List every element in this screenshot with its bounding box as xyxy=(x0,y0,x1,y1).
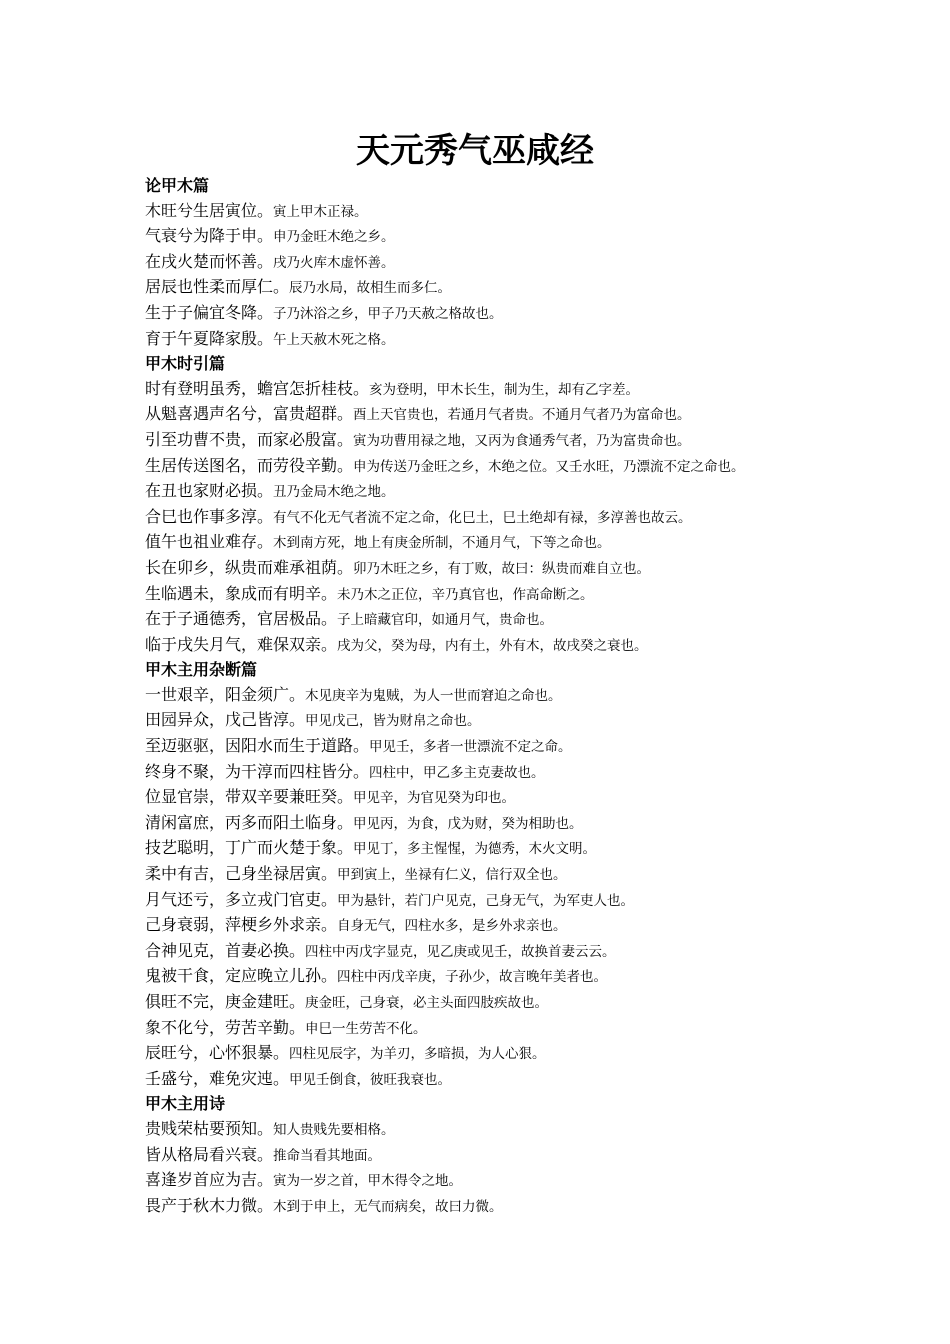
section xyxy=(145,658,813,1092)
commentary-text: 戌为父，癸为母，内有土，外有木，故戌癸之衰也。 xyxy=(337,637,648,654)
verse-line xyxy=(145,1067,813,1093)
verse-line xyxy=(145,760,813,786)
commentary-text: 甲见辛，为官见癸为印也。 xyxy=(353,790,516,807)
verse-line xyxy=(145,939,813,965)
verse-line xyxy=(145,888,813,914)
commentary-text: 推命当看其地面。 xyxy=(273,1147,382,1164)
document-body xyxy=(145,174,813,1219)
verse-line xyxy=(145,811,813,837)
verse-line xyxy=(145,582,813,608)
verse-line xyxy=(145,479,813,505)
verse-text: 柔中有吉，己身坐禄居寅。 xyxy=(145,864,338,884)
verse-text: 引至功曹不贵，而家必殷富。 xyxy=(145,429,354,449)
verse-text: 位显官崇，带双辛要兼旺癸。 xyxy=(145,787,354,807)
verse-line xyxy=(145,530,813,556)
commentary-text: 四柱见辰字，为羊刃，多暗损，为人心狠。 xyxy=(289,1046,546,1063)
verse-line xyxy=(145,785,813,811)
verse-line xyxy=(145,377,813,403)
verse-text: 在丑也家财必损。 xyxy=(145,481,274,501)
commentary-text: 甲见壬，多者一世漂流不定之命。 xyxy=(369,739,572,756)
verse-line xyxy=(145,607,813,633)
commentary-text: 木到于申上，无气而病矣，故曰力微。 xyxy=(273,1198,503,1215)
commentary-text: 辰乃水局，故相生而多仁。 xyxy=(289,280,452,297)
verse-text: 己身衰弱，萍梗乡外求亲。 xyxy=(145,915,338,935)
verse-text: 鬼被干食，定应晚立儿孙。 xyxy=(145,966,338,986)
commentary-text: 木见庚辛为鬼贼，为人一世而窘迫之命也。 xyxy=(305,687,562,704)
verse-line xyxy=(145,1168,813,1194)
verse-line xyxy=(145,428,813,454)
verse-line xyxy=(145,1041,813,1067)
verse-line xyxy=(145,301,813,327)
verse-text: 生居传送图名，而劳役辛勤。 xyxy=(145,455,354,475)
verse-text: 生临遇未，象成而有明辛。 xyxy=(145,583,338,603)
verse-line xyxy=(145,1117,813,1143)
verse-text: 育于午夏降家殷。 xyxy=(145,328,274,348)
verse-line xyxy=(145,327,813,353)
verse-text: 月气还亏，多立戎门官吏。 xyxy=(145,889,338,909)
verse-line xyxy=(145,990,813,1016)
commentary-text: 甲为悬针，若门户见克，己身无气，为军吏人也。 xyxy=(337,892,635,909)
commentary-text: 甲见戊己，皆为财帛之命也。 xyxy=(305,713,481,730)
verse-text: 时有登明虽秀，蟾宫怎折桂枝。 xyxy=(145,378,370,398)
commentary-text: 丑乃金局木绝之地。 xyxy=(273,484,395,501)
verse-line xyxy=(145,402,813,428)
commentary-text: 申巳一生劳苦不化。 xyxy=(305,1020,427,1037)
verse-line xyxy=(145,505,813,531)
verse-text: 居辰也性柔而厚仁。 xyxy=(145,277,290,297)
verse-text: 俱旺不完，庚金建旺。 xyxy=(145,992,306,1011)
verse-text: 技艺聪明，丁广而火楚于象。 xyxy=(145,838,354,858)
verse-text: 清闲富庶，丙多而阳土临身。 xyxy=(145,812,354,832)
commentary-text: 子上暗藏官印，如通月气，贵命也。 xyxy=(337,612,554,629)
verse-text: 从魁喜遇声名兮，富贵超群。 xyxy=(145,404,354,424)
verse-text: 田园异众，戊己皆淳。 xyxy=(145,710,306,730)
verse-line xyxy=(145,862,813,888)
commentary-text: 甲到寅上，坐禄有仁义，信行双全也。 xyxy=(337,867,567,884)
section xyxy=(145,352,813,658)
verse-text: 喜逢岁首应为吉。 xyxy=(145,1170,274,1190)
commentary-text: 寅为功曹用禄之地，又丙为食通秀气者，乃为富贵命也。 xyxy=(353,432,691,449)
verse-line xyxy=(145,199,813,225)
section-heading: 甲木主用诗 xyxy=(145,1094,226,1114)
commentary-text: 甲见壬倒食，彼旺我衰也。 xyxy=(289,1071,452,1088)
verse-text: 壬盛兮，难免灾迍。 xyxy=(145,1068,290,1088)
commentary-text: 戌乃火库木虚怀善。 xyxy=(273,254,395,271)
commentary-text: 亥为登明，甲木长生，制为生，却有乙字差。 xyxy=(369,381,640,398)
commentary-text: 子乃沐浴之乡，甲子乃天赦之格故也。 xyxy=(273,305,503,322)
commentary-text: 甲见丙，为食，戊为财，癸为相助也。 xyxy=(353,815,583,832)
commentary-text: 未乃木之正位，辛乃真官也，作高命断之。 xyxy=(337,586,594,603)
commentary-text: 知人贵贱先要相格。 xyxy=(273,1121,395,1138)
verse-text: 贵贱荣枯要预知。 xyxy=(145,1118,274,1138)
verse-line xyxy=(145,734,813,760)
section-heading: 论甲木篇 xyxy=(145,176,210,195)
commentary-text: 申为传送乃金旺之乡，木绝之位。又壬水旺，乃漂流不定之命也。 xyxy=(353,458,745,475)
commentary-text: 自身无气，四柱水多，是乡外求亲也。 xyxy=(337,918,567,935)
verse-text: 长在卯乡，纵贵而难承祖荫。 xyxy=(145,557,354,577)
verse-line xyxy=(145,454,813,480)
verse-text: 一世艰辛，阳金须广。 xyxy=(145,684,306,704)
verse-line xyxy=(145,964,813,990)
section xyxy=(145,174,813,352)
section-heading: 甲木主用杂断篇 xyxy=(145,660,258,680)
commentary-text: 木到南方死，地上有庚金所制，不通月气，下等之命也。 xyxy=(273,535,611,552)
verse-text: 终身不聚，为干淳而四柱皆分。 xyxy=(145,761,370,781)
verse-text: 合神见克，首妻必换。 xyxy=(145,940,306,960)
verse-line xyxy=(145,1194,813,1220)
verse-line xyxy=(145,275,813,301)
verse-text: 气衰兮为降于申。 xyxy=(145,226,274,246)
verse-line xyxy=(145,708,813,734)
verse-text: 值午也祖业难存。 xyxy=(145,532,274,552)
verse-text: 在于子通德秀，官居极品。 xyxy=(145,609,338,629)
verse-line xyxy=(145,633,813,659)
commentary-text: 酉上天官贵也，若通月气者贵。不通月气者乃为富命也。 xyxy=(353,407,691,424)
verse-text: 在戌火楚而怀善。 xyxy=(145,251,274,271)
verse-text: 象不化兮，劳苦辛勤。 xyxy=(145,1017,306,1037)
verse-text: 临于戌失月气，难保双亲。 xyxy=(145,634,338,654)
verse-line xyxy=(145,224,813,250)
document-title: 天元秀气巫咸经 xyxy=(356,131,594,171)
verse-text: 生于子偏宜冬降。 xyxy=(145,302,274,322)
verse-line xyxy=(145,683,813,709)
section-heading: 甲木时引篇 xyxy=(145,354,226,374)
verse-text: 木旺兮生居寅位。 xyxy=(145,200,274,220)
commentary-text: 午上天赦木死之格。 xyxy=(273,331,395,348)
verse-line xyxy=(145,250,813,276)
verse-text: 至迈驱驱，因阳水而生于道路。 xyxy=(145,736,370,756)
verse-text: 辰旺兮，心怀狠暴。 xyxy=(145,1043,290,1063)
commentary-text: 四柱中丙戊字显克，见乙庚或见壬，故换首妻云云。 xyxy=(305,943,616,960)
commentary-text: 寅上甲木正禄。 xyxy=(273,203,368,220)
commentary-text: 有气不化无气者流不定之命，化巳土，巳土绝却有禄，多淳善也故云。 xyxy=(273,509,692,526)
commentary-text: 四柱中丙戊辛庚，子孙少，故言晚年美者也。 xyxy=(337,969,608,986)
verse-line xyxy=(145,556,813,582)
verse-line xyxy=(145,1016,813,1042)
section xyxy=(145,1092,813,1219)
commentary-text: 甲见丁，多主惺惺，为德秀，木火文明。 xyxy=(353,841,597,858)
commentary-text: 庚金旺，己身衰，必主头面四肢疾故也。 xyxy=(305,995,549,1011)
commentary-text: 四柱中，甲乙多主克妻故也。 xyxy=(369,764,545,781)
commentary-text: 寅为一岁之首，甲木得令之地。 xyxy=(273,1173,463,1190)
verse-text: 合巳也作事多淳。 xyxy=(145,506,274,526)
verse-line xyxy=(145,836,813,862)
verse-line xyxy=(145,913,813,939)
commentary-text: 卯乃木旺之乡，有丁败，故曰：纵贵而难自立也。 xyxy=(353,560,651,577)
verse-text: 皆从格局看兴衰。 xyxy=(145,1144,274,1164)
verse-text: 畏产于秋木力微。 xyxy=(145,1195,274,1215)
commentary-text: 申乃金旺木绝之乡。 xyxy=(273,229,395,246)
verse-line xyxy=(145,1143,813,1169)
